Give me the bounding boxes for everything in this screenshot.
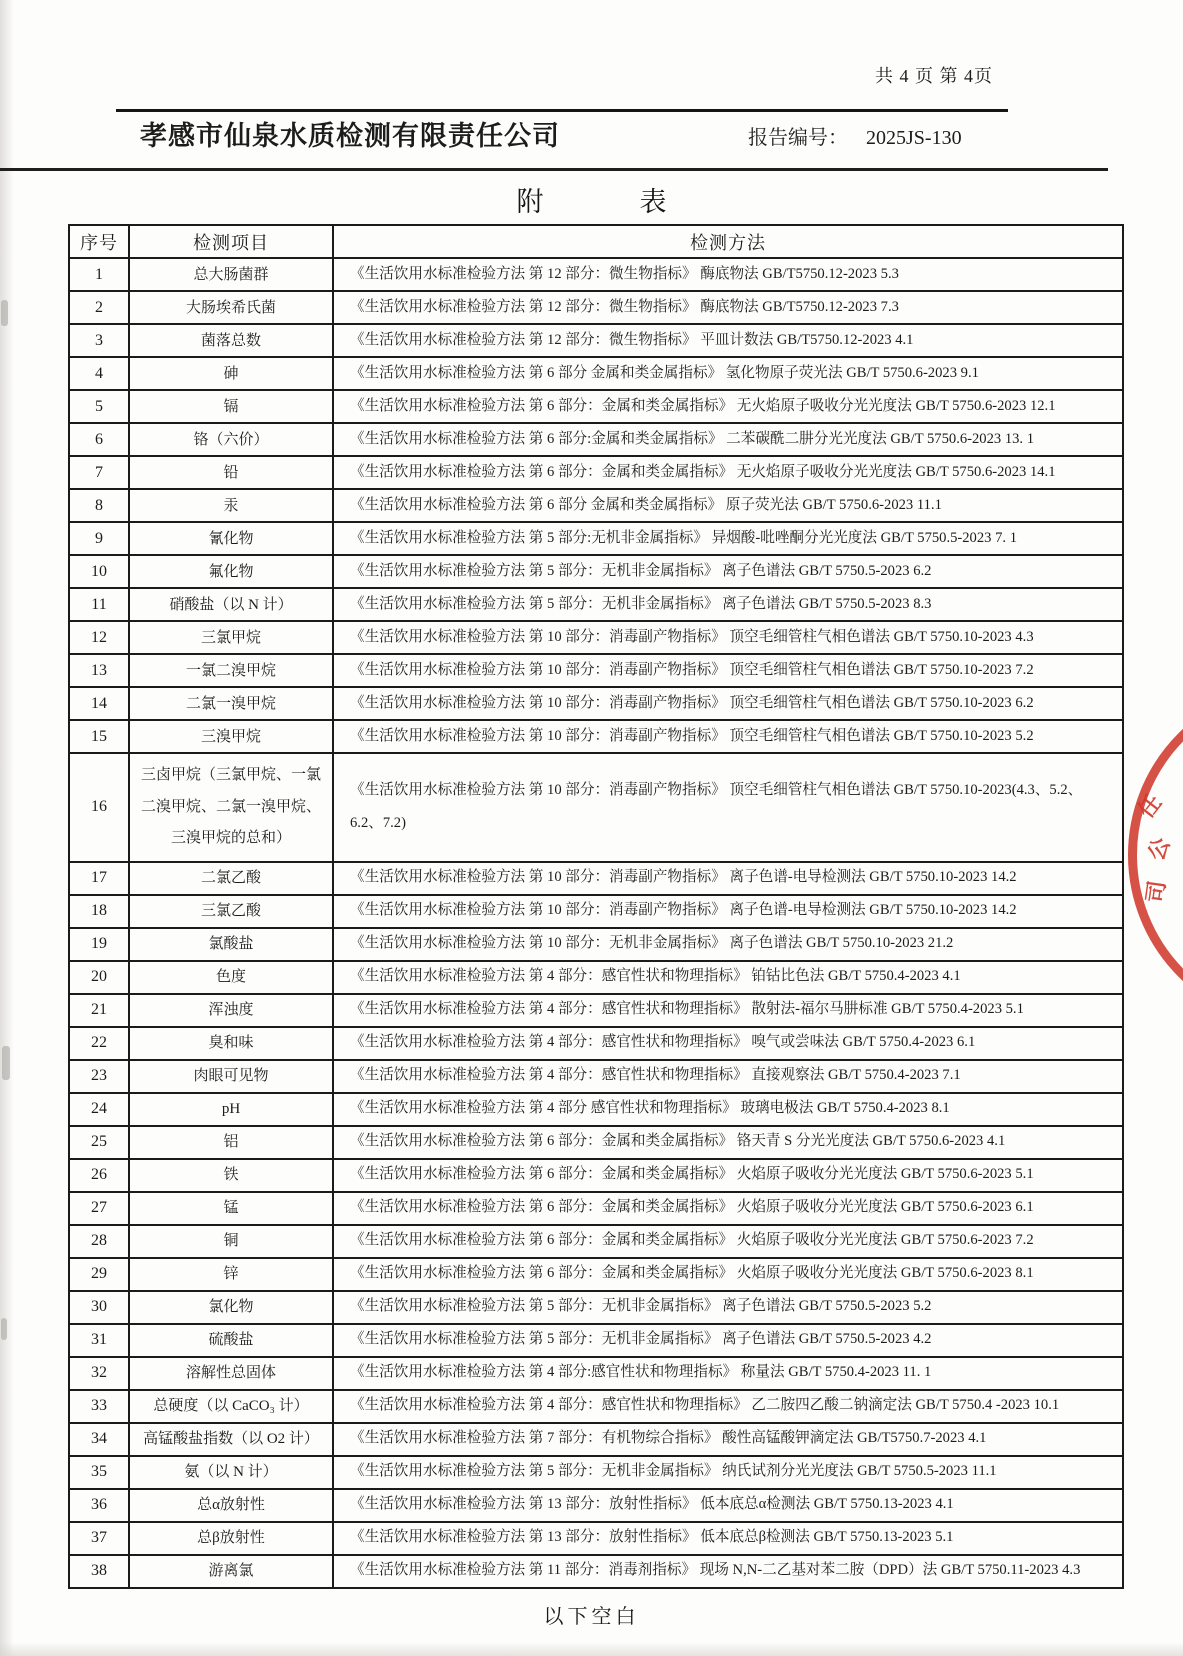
row-index: 21 bbox=[69, 994, 129, 1027]
seal-character: 司 bbox=[1142, 878, 1170, 905]
test-item: 色度 bbox=[129, 961, 333, 994]
test-method: 《生活饮用水标准检验方法 第 10 部分：无机非金属指标》 离子色谱法 GB/T 5750.10-2023 21.2 bbox=[333, 928, 1123, 961]
table-row bbox=[69, 1225, 1123, 1258]
test-item: 二氯一溴甲烷 bbox=[129, 687, 333, 720]
row-index: 26 bbox=[69, 1159, 129, 1192]
test-item: 总α放射性 bbox=[129, 1489, 333, 1522]
row-index: 1 bbox=[69, 258, 129, 291]
footer-blank-note: 以下空白 bbox=[543, 1606, 640, 1628]
test-method: 《生活饮用水标准检验方法 第 5 部分:无机非金属指标》 异烟酸-吡唑酮分光光度法 GB/T 5750.5-2023 7. 1 bbox=[333, 522, 1123, 555]
row-index: 23 bbox=[69, 1060, 129, 1093]
table-row bbox=[69, 522, 1123, 555]
test-method: 《生活饮用水标准检验方法 第 5 部分：无机非金属指标》 离子色谱法 GB/T 5750.5-2023 6.2 bbox=[333, 555, 1123, 588]
row-index: 24 bbox=[69, 1093, 129, 1126]
test-method: 《生活饮用水标准检验方法 第 6 部分：金属和类金属指标》 火焰原子吸收分光光度法 GB/T 5750.6-2023 7.2 bbox=[333, 1225, 1123, 1258]
row-index: 37 bbox=[69, 1522, 129, 1555]
row-index: 9 bbox=[69, 522, 129, 555]
row-index: 15 bbox=[69, 720, 129, 753]
row-index: 4 bbox=[69, 357, 129, 390]
methods-table bbox=[68, 224, 1124, 1589]
table-row bbox=[69, 390, 1123, 423]
test-method: 《生活饮用水标准检验方法 第 4 部分：感官性状和物理指标》 铂钴比色法 GB/T 5750.4-2023 4.1 bbox=[333, 961, 1123, 994]
table-row bbox=[69, 1357, 1123, 1390]
test-method: 《生活饮用水标准检验方法 第 4 部分：感官性状和物理指标》 乙二胺四乙酸二钠滴定法 GB/T 5750.4 -2023 10.1 bbox=[333, 1390, 1123, 1423]
test-item: 氟化物 bbox=[129, 555, 333, 588]
scan-smudge bbox=[1, 1318, 7, 1340]
test-item: 三溴甲烷 bbox=[129, 720, 333, 753]
row-index: 17 bbox=[69, 862, 129, 895]
table-row bbox=[69, 489, 1123, 522]
test-item: 溶解性总固体 bbox=[129, 1357, 333, 1390]
test-item: 铜 bbox=[129, 1225, 333, 1258]
seal-character: 任 bbox=[1133, 789, 1167, 823]
test-item: 铝 bbox=[129, 1126, 333, 1159]
table-row bbox=[69, 258, 1123, 291]
document-title bbox=[0, 180, 1183, 219]
report-number-line bbox=[748, 121, 962, 150]
table-row bbox=[69, 1423, 1123, 1456]
test-method: 《生活饮用水标准检验方法 第 10 部分：消毒副产物指标》 顶空毛细管柱气相色谱法 GB/T 5750.10-2023 5.2 bbox=[333, 720, 1123, 753]
table-row bbox=[69, 1291, 1123, 1324]
test-method: 《生活饮用水标准检验方法 第 6 部分 金属和类金属指标》 原子荧光法 GB/T 5750.6-2023 11.1 bbox=[333, 489, 1123, 522]
test-method: 《生活饮用水标准检验方法 第 6 部分：金属和类金属指标》 火焰原子吸收分光光度法 GB/T 5750.6-2023 5.1 bbox=[333, 1159, 1123, 1192]
row-index: 2 bbox=[69, 291, 129, 324]
document-title-char2: 表 bbox=[639, 187, 667, 217]
test-item: 铁 bbox=[129, 1159, 333, 1192]
test-method: 《生活饮用水标准检验方法 第 4 部分：感官性状和物理指标》 散射法-福尔马肼标准 GB/T 5750.4-2023 5.1 bbox=[333, 994, 1123, 1027]
company-name: 孝感市仙泉水质检测有限责任公司 bbox=[140, 121, 560, 151]
row-index: 13 bbox=[69, 654, 129, 687]
table-row bbox=[69, 423, 1123, 456]
seal-character: 公 bbox=[1143, 833, 1175, 864]
test-item: pH bbox=[129, 1093, 333, 1126]
test-item: 镉 bbox=[129, 390, 333, 423]
table-row bbox=[69, 895, 1123, 928]
test-method: 《生活饮用水标准检验方法 第 4 部分 感官性状和物理指标》 玻璃电极法 GB/T 5750.4-2023 8.1 bbox=[333, 1093, 1123, 1126]
test-item: 总大肠菌群 bbox=[129, 258, 333, 291]
test-item: 总硬度（以 CaCO₃ 计） bbox=[129, 1390, 333, 1423]
test-method: 《生活饮用水标准检验方法 第 12 部分：微生物指标》 酶底物法 GB/T5750.12-2023 5.3 bbox=[333, 258, 1123, 291]
column-header-item: 检测项目 bbox=[129, 225, 333, 258]
column-header-index: 序号 bbox=[69, 225, 129, 258]
test-method: 《生活饮用水标准检验方法 第 4 部分:感官性状和物理指标》 称量法 GB/T 5750.4-2023 11. 1 bbox=[333, 1357, 1123, 1390]
row-index: 11 bbox=[69, 588, 129, 621]
test-method: 《生活饮用水标准检验方法 第 12 部分：微生物指标》 平皿计数法 GB/T5750.12-2023 4.1 bbox=[333, 324, 1123, 357]
table-row bbox=[69, 753, 1123, 862]
row-index: 34 bbox=[69, 1423, 129, 1456]
row-index: 18 bbox=[69, 895, 129, 928]
table-row bbox=[69, 1060, 1123, 1093]
row-index: 19 bbox=[69, 928, 129, 961]
row-index: 31 bbox=[69, 1324, 129, 1357]
test-item: 高锰酸盐指数（以 O2 计） bbox=[129, 1423, 333, 1456]
table-row bbox=[69, 1258, 1123, 1291]
test-method: 《生活饮用水标准检验方法 第 10 部分：消毒副产物指标》 离子色谱-电导检测法 GB/T 5750.10-2023 14.2 bbox=[333, 862, 1123, 895]
row-index: 25 bbox=[69, 1126, 129, 1159]
scan-smudge bbox=[2, 1046, 10, 1080]
page-count: 共 4 页 第 4页 bbox=[875, 66, 993, 86]
document-title-char1: 附 bbox=[516, 187, 544, 217]
table-row bbox=[69, 1192, 1123, 1225]
methods-table-container bbox=[68, 224, 1122, 1589]
table-row bbox=[69, 1027, 1123, 1060]
test-method: 《生活饮用水标准检验方法 第 6 部分：金属和类金属指标》 无火焰原子吸收分光光度法 GB/T 5750.6-2023 12.1 bbox=[333, 390, 1123, 423]
row-index: 36 bbox=[69, 1489, 129, 1522]
test-item: 铅 bbox=[129, 456, 333, 489]
test-method: 《生活饮用水标准检验方法 第 10 部分：消毒副产物指标》 顶空毛细管柱气相色谱法 GB/T 5750.10-2023 6.2 bbox=[333, 687, 1123, 720]
row-index: 7 bbox=[69, 456, 129, 489]
test-item: 硫酸盐 bbox=[129, 1324, 333, 1357]
row-index: 33 bbox=[69, 1390, 129, 1423]
row-index: 35 bbox=[69, 1456, 129, 1489]
test-item: 三卤甲烷（三氯甲烷、一氯二溴甲烷、二氯一溴甲烷、三溴甲烷的总和） bbox=[129, 753, 333, 862]
test-item: 氨（以 N 计） bbox=[129, 1456, 333, 1489]
table-row bbox=[69, 291, 1123, 324]
table-body bbox=[69, 258, 1123, 1588]
table-row bbox=[69, 654, 1123, 687]
table-row bbox=[69, 1126, 1123, 1159]
test-method: 《生活饮用水标准检验方法 第 11 部分：消毒剂指标》 现场 N,N-二乙基对苯二胺（DPD）法 GB/T 5750.11-2023 4.3 bbox=[333, 1555, 1123, 1588]
table-row bbox=[69, 324, 1123, 357]
row-index: 16 bbox=[69, 753, 129, 862]
test-item: 汞 bbox=[129, 489, 333, 522]
test-item: 浑浊度 bbox=[129, 994, 333, 1027]
test-item: 一氯二溴甲烷 bbox=[129, 654, 333, 687]
row-index: 20 bbox=[69, 961, 129, 994]
table-row bbox=[69, 357, 1123, 390]
table-row bbox=[69, 961, 1123, 994]
row-index: 12 bbox=[69, 621, 129, 654]
table-row bbox=[69, 862, 1123, 895]
test-item: 铬（六价） bbox=[129, 423, 333, 456]
test-method: 《生活饮用水标准检验方法 第 6 部分:金属和类金属指标》 二苯碳酰二肼分光光度法 GB/T 5750.6-2023 13. 1 bbox=[333, 423, 1123, 456]
test-item: 二氯乙酸 bbox=[129, 862, 333, 895]
table-row bbox=[69, 621, 1123, 654]
report-number-label: 报告编号： bbox=[748, 127, 848, 149]
test-item: 大肠埃希氏菌 bbox=[129, 291, 333, 324]
row-index: 27 bbox=[69, 1192, 129, 1225]
test-method: 《生活饮用水标准检验方法 第 13 部分：放射性指标》 低本底总α检测法 GB/T 5750.13-2023 4.1 bbox=[333, 1489, 1123, 1522]
test-method: 《生活饮用水标准检验方法 第 13 部分：放射性指标》 低本底总β检测法 GB/T 5750.13-2023 5.1 bbox=[333, 1522, 1123, 1555]
test-method: 《生活饮用水标准检验方法 第 5 部分：无机非金属指标》 离子色谱法 GB/T 5750.5-2023 5.2 bbox=[333, 1291, 1123, 1324]
test-method: 《生活饮用水标准检验方法 第 6 部分 金属和类金属指标》 氢化物原子荧光法 GB/T 5750.6-2023 9.1 bbox=[333, 357, 1123, 390]
test-method: 《生活饮用水标准检验方法 第 4 部分：感官性状和物理指标》 嗅气或尝味法 GB/T 5750.4-2023 6.1 bbox=[333, 1027, 1123, 1060]
table-row bbox=[69, 1159, 1123, 1192]
report-number-value: 2025JS-130 bbox=[866, 127, 962, 149]
test-method: 《生活饮用水标准检验方法 第 5 部分：无机非金属指标》 纳氏试剂分光光度法 GB/T 5750.5-2023 11.1 bbox=[333, 1456, 1123, 1489]
row-index: 22 bbox=[69, 1027, 129, 1060]
test-method: 《生活饮用水标准检验方法 第 6 部分：金属和类金属指标》 无火焰原子吸收分光光度法 GB/T 5750.6-2023 14.1 bbox=[333, 456, 1123, 489]
scan-smudge bbox=[1, 300, 8, 326]
row-index: 6 bbox=[69, 423, 129, 456]
scan-edge-bottom bbox=[0, 1642, 1183, 1656]
row-index: 3 bbox=[69, 324, 129, 357]
row-index: 8 bbox=[69, 489, 129, 522]
test-item: 三氯甲烷 bbox=[129, 621, 333, 654]
test-item: 硝酸盐（以 N 计） bbox=[129, 588, 333, 621]
table-row bbox=[69, 994, 1123, 1027]
column-header-method: 检测方法 bbox=[333, 225, 1123, 258]
test-item: 肉眼可见物 bbox=[129, 1060, 333, 1093]
test-method: 《生活饮用水标准检验方法 第 6 部分：金属和类金属指标》 火焰原子吸收分光光度法 GB/T 5750.6-2023 8.1 bbox=[333, 1258, 1123, 1291]
test-item: 臭和味 bbox=[129, 1027, 333, 1060]
test-item: 游离氯 bbox=[129, 1555, 333, 1588]
test-item: 氰化物 bbox=[129, 522, 333, 555]
row-index: 30 bbox=[69, 1291, 129, 1324]
table-row bbox=[69, 1456, 1123, 1489]
test-item: 砷 bbox=[129, 357, 333, 390]
test-item: 氯化物 bbox=[129, 1291, 333, 1324]
row-index: 10 bbox=[69, 555, 129, 588]
test-method: 《生活饮用水标准检验方法 第 7 部分：有机物综合指标》 酸性高锰酸钾滴定法 GB/T5750.7-2023 4.1 bbox=[333, 1423, 1123, 1456]
test-method: 《生活饮用水标准检验方法 第 5 部分：无机非金属指标》 离子色谱法 GB/T 5750.5-2023 8.3 bbox=[333, 588, 1123, 621]
test-method: 《生活饮用水标准检验方法 第 5 部分：无机非金属指标》 离子色谱法 GB/T 5750.5-2023 4.2 bbox=[333, 1324, 1123, 1357]
test-method: 《生活饮用水标准检验方法 第 12 部分：微生物指标》 酶底物法 GB/T5750.12-2023 7.3 bbox=[333, 291, 1123, 324]
table-row bbox=[69, 1390, 1123, 1423]
test-method: 《生活饮用水标准检验方法 第 6 部分：金属和类金属指标》 铬天青 S 分光光度法 GB/T 5750.6-2023 4.1 bbox=[333, 1126, 1123, 1159]
table-row bbox=[69, 456, 1123, 489]
table-row bbox=[69, 555, 1123, 588]
test-item: 菌落总数 bbox=[129, 324, 333, 357]
table-row bbox=[69, 1489, 1123, 1522]
row-index: 5 bbox=[69, 390, 129, 423]
row-index: 14 bbox=[69, 687, 129, 720]
test-item: 三氯乙酸 bbox=[129, 895, 333, 928]
test-item: 锌 bbox=[129, 1258, 333, 1291]
test-item: 氯酸盐 bbox=[129, 928, 333, 961]
table-row bbox=[69, 687, 1123, 720]
row-index: 38 bbox=[69, 1555, 129, 1588]
table-row bbox=[69, 1093, 1123, 1126]
table-row bbox=[69, 1555, 1123, 1588]
test-method: 《生活饮用水标准检验方法 第 10 部分：消毒副产物指标》 顶空毛细管柱气相色谱法 GB/T 5750.10-2023(4.3、5.2、6.2、7.2) bbox=[333, 753, 1123, 862]
test-method: 《生活饮用水标准检验方法 第 4 部分：感官性状和物理指标》 直接观察法 GB/T 5750.4-2023 7.1 bbox=[333, 1060, 1123, 1093]
test-method: 《生活饮用水标准检验方法 第 6 部分：金属和类金属指标》 火焰原子吸收分光光度法 GB/T 5750.6-2023 6.1 bbox=[333, 1192, 1123, 1225]
test-method: 《生活饮用水标准检验方法 第 10 部分：消毒副产物指标》 离子色谱-电导检测法 GB/T 5750.10-2023 14.2 bbox=[333, 895, 1123, 928]
table-header-row bbox=[69, 225, 1123, 258]
test-item: 锰 bbox=[129, 1192, 333, 1225]
table-row bbox=[69, 1522, 1123, 1555]
header-rule-top bbox=[116, 109, 1008, 112]
table-row bbox=[69, 588, 1123, 621]
test-item: 总β放射性 bbox=[129, 1522, 333, 1555]
row-index: 28 bbox=[69, 1225, 129, 1258]
row-index: 29 bbox=[69, 1258, 129, 1291]
table-row bbox=[69, 720, 1123, 753]
test-method: 《生活饮用水标准检验方法 第 10 部分：消毒副产物指标》 顶空毛细管柱气相色谱法 GB/T 5750.10-2023 7.2 bbox=[333, 654, 1123, 687]
table-row bbox=[69, 1324, 1123, 1357]
test-method: 《生活饮用水标准检验方法 第 10 部分：消毒副产物指标》 顶空毛细管柱气相色谱法 GB/T 5750.10-2023 4.3 bbox=[333, 621, 1123, 654]
table-row bbox=[69, 928, 1123, 961]
scan-edge-left bbox=[0, 0, 14, 1656]
header-rule-bottom bbox=[0, 168, 1108, 171]
row-index: 32 bbox=[69, 1357, 129, 1390]
